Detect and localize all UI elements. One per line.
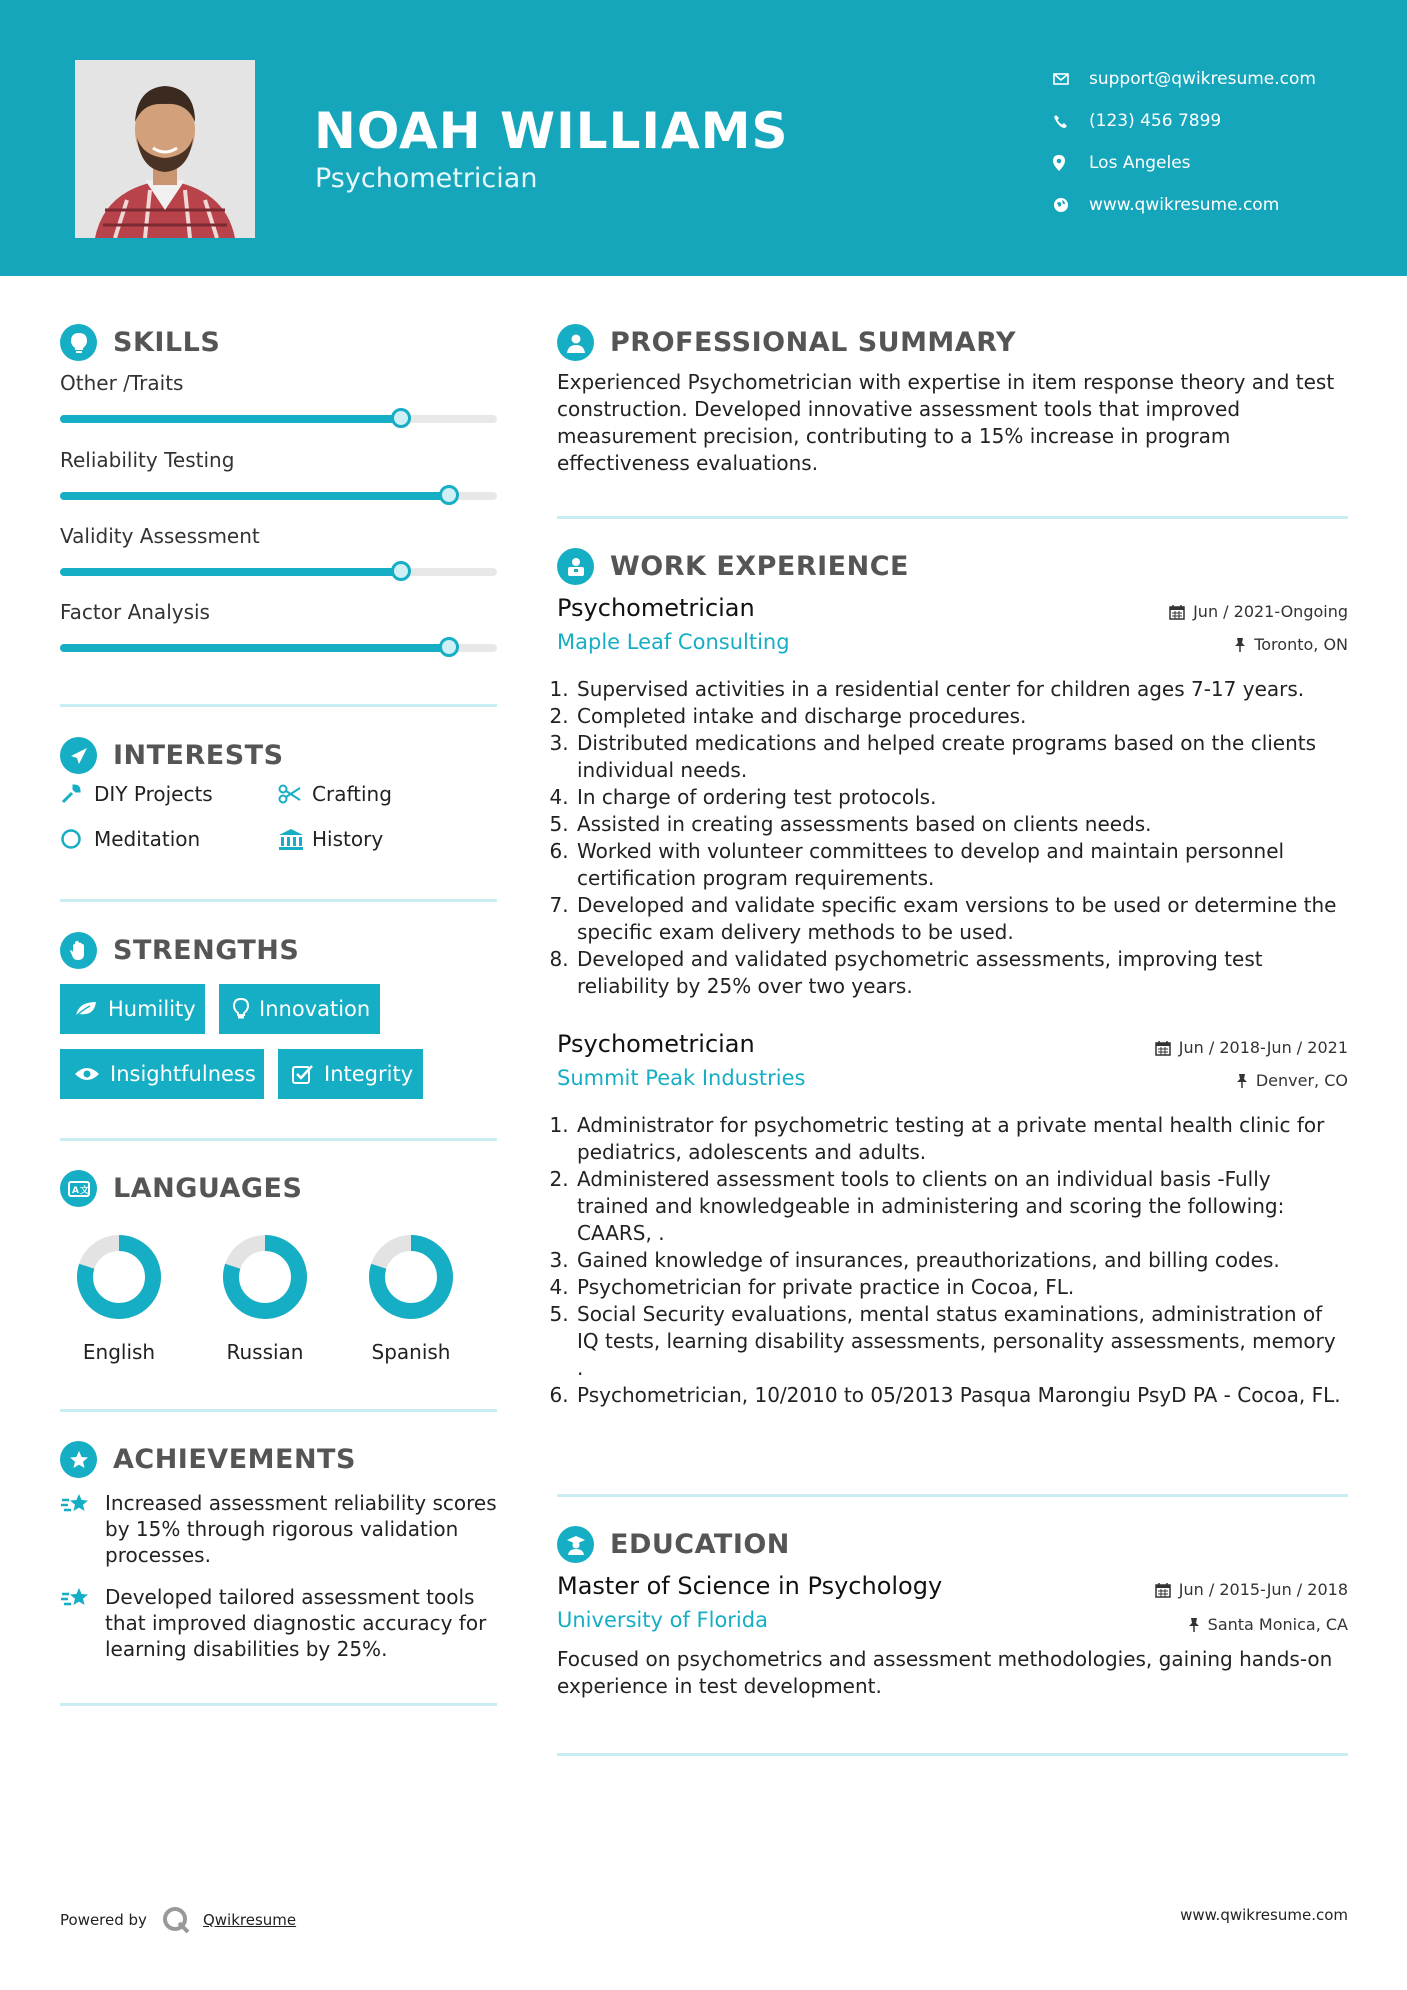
eye-icon — [74, 1066, 100, 1082]
strength-tag: Humility — [60, 984, 205, 1034]
language-item — [205, 1232, 325, 1364]
footer-website[interactable]: www.qwikresume.com — [1180, 1906, 1348, 1924]
summary-section — [557, 324, 1348, 477]
strengths-section — [60, 932, 497, 969]
education-text: Focused on psychometrics and assessment methodologies, gaining hands-on experience in test development. — [557, 1647, 1333, 1698]
skill-bar — [60, 492, 497, 500]
language-item — [351, 1232, 471, 1364]
achievement-item — [60, 1490, 497, 1568]
skill-label: Reliability Testing — [60, 448, 235, 472]
contact-location-text: Los Angeles — [1089, 153, 1191, 173]
skill-item — [60, 600, 497, 652]
experience-title: WORK EXPERIENCE — [557, 548, 1348, 585]
contact-phone[interactable] — [1053, 100, 1316, 142]
skill-label: Validity Assessment — [60, 524, 260, 548]
job-bullets — [557, 676, 1348, 1000]
calendar-icon — [1169, 604, 1185, 620]
education-location: Santa Monica, CA — [1188, 1615, 1348, 1634]
list-item: 8. Developed and validated psychometric assessments, improving test reliability by 25% over two years. — [575, 946, 1348, 1000]
language-icon — [60, 1170, 97, 1207]
check-square-icon — [292, 1064, 314, 1084]
job-title: Psychometrician — [557, 1030, 755, 1058]
list-item: 1. Administrator for psychometric testing at a private mental health clinic for pediatrics, adolescents and adults. — [575, 1112, 1348, 1166]
job-bullet-list — [557, 1112, 1348, 1409]
contact-website[interactable] — [1053, 184, 1316, 226]
job-company[interactable]: Maple Leaf Consulting — [557, 630, 790, 654]
list-item: 6. Worked with volunteer committees to develop and maintain personnel certification program requirements. — [575, 838, 1348, 892]
education-description — [557, 1646, 1348, 1700]
lightbulb-icon — [60, 324, 97, 361]
hand-icon — [60, 932, 97, 969]
strength-tag: Innovation — [219, 984, 380, 1034]
star-badge-icon — [60, 1441, 97, 1478]
list-item: 3. Distributed medications and helped create programs based on the clients individual needs. — [575, 730, 1348, 784]
achievement-text: Developed tailored assessment tools that improved diagnostic accuracy for learning disabilities by 25%. — [105, 1585, 487, 1661]
list-item: 2. Administered assessment tools to clients on an individual basis -Fully trained and knowledgeable in administering and scoring the following: CAARS, . — [575, 1166, 1348, 1247]
envelope-icon — [1053, 73, 1089, 85]
svg-text:文: 文 — [79, 1185, 90, 1196]
skill-knob — [439, 637, 459, 657]
briefcase-user-icon — [557, 548, 594, 585]
wrench-icon — [60, 783, 94, 805]
skills-title: SKILLS — [60, 324, 497, 361]
skill-knob — [391, 561, 411, 581]
education-title: EDUCATION — [557, 1526, 1348, 1563]
skill-bar — [60, 415, 497, 423]
divider — [557, 1494, 1348, 1497]
divider — [60, 1703, 497, 1706]
skill-item — [60, 524, 497, 576]
qwikresume-link[interactable]: Qwikresume — [202, 1911, 297, 1929]
education-degree: Master of Science in Psychology — [557, 1572, 943, 1600]
job-date: Jun / 2021-Ongoing — [1169, 602, 1348, 621]
shooting-star-icon — [60, 1490, 105, 1568]
divider — [60, 704, 497, 707]
achievements-section — [60, 1441, 497, 1478]
calendar-icon — [1155, 1582, 1171, 1598]
achievement-text: Increased assessment reliability scores by 15% through rigorous validation processes. — [105, 1491, 497, 1567]
job-company[interactable]: Summit Peak Industries — [557, 1066, 806, 1090]
interests-section — [60, 737, 497, 774]
calendar-icon — [1155, 1040, 1171, 1056]
skill-knob — [439, 485, 459, 505]
divider — [557, 516, 1348, 519]
interest-item: Crafting — [278, 782, 392, 806]
list-item: 6. Psychometrician, 10/2010 to 05/2013 Pasqua Marongiu PsyD PA - Cocoa, FL. — [575, 1382, 1348, 1409]
list-item: 5. Assisted in creating assessments based on clients needs. — [575, 811, 1348, 838]
language-donut — [74, 1232, 164, 1322]
education-entry — [557, 1572, 1348, 1642]
languages-title: A 文 LANGUAGES — [60, 1170, 497, 1207]
list-item: 4. In charge of ordering test protocols. — [575, 784, 1348, 811]
profile-photo — [75, 60, 255, 238]
languages-section — [60, 1170, 497, 1207]
contact-website-text: www.qwikresume.com — [1089, 195, 1280, 215]
leaf-icon — [74, 1000, 98, 1018]
graduate-icon — [557, 1526, 594, 1563]
skill-item — [60, 371, 497, 423]
contact-list — [1053, 58, 1316, 226]
contact-email[interactable] — [1053, 58, 1316, 100]
user-icon — [557, 324, 594, 361]
job-location: Denver, CO — [1236, 1071, 1348, 1090]
job-entry — [557, 1030, 1348, 1100]
skill-bar — [60, 644, 497, 652]
job-bullets — [557, 1112, 1348, 1409]
summary-title: PROFESSIONAL SUMMARY — [557, 324, 1348, 361]
phone-icon — [1053, 114, 1089, 129]
map-pin-icon — [1053, 155, 1089, 171]
lightbulb-icon — [233, 998, 249, 1020]
education-school[interactable]: University of Florida — [557, 1608, 768, 1632]
skills-section — [60, 324, 497, 361]
strength-tag: Integrity — [278, 1049, 423, 1099]
skill-item — [60, 448, 497, 500]
list-item: 7. Developed and validate specific exam versions to be used or determine the specific exam delivery methods to be used. — [575, 892, 1348, 946]
divider — [60, 1409, 497, 1412]
scissors-icon — [278, 784, 312, 804]
education-date: Jun / 2015-Jun / 2018 — [1155, 1580, 1348, 1599]
strengths-title: STRENGTHS — [60, 932, 497, 969]
experience-section — [557, 548, 1348, 585]
interest-item: DIY Projects — [60, 782, 213, 806]
skill-knob — [391, 408, 411, 428]
contact-email-text: support@qwikresume.com — [1089, 69, 1316, 89]
language-label: Russian — [226, 1340, 304, 1364]
interest-item: Meditation — [60, 827, 200, 851]
job-bullet-list — [557, 676, 1348, 1000]
language-item — [59, 1232, 179, 1364]
list-item: 2. Completed intake and discharge procedures. — [575, 703, 1348, 730]
achievement-item — [60, 1584, 497, 1662]
shooting-star-icon — [60, 1584, 105, 1662]
globe-icon — [1053, 197, 1089, 213]
language-label: English — [82, 1340, 156, 1364]
interest-item: History — [278, 827, 383, 851]
language-donut — [220, 1232, 310, 1322]
skill-bar — [60, 568, 497, 576]
pushpin-icon — [1234, 637, 1246, 653]
divider — [60, 899, 497, 902]
powered-by — [60, 1905, 296, 1935]
language-label: Spanish — [371, 1340, 451, 1364]
list-item: 4. Psychometrician for private practice in Cocoa, FL. — [575, 1274, 1348, 1301]
list-item: 3. Gained knowledge of insurances, preauthorizations, and billing codes. — [575, 1247, 1348, 1274]
job-entry — [557, 594, 1348, 664]
candidate-name: NOAH WILLIAMS — [314, 102, 789, 160]
circle-icon — [60, 828, 94, 850]
resume-header — [0, 0, 1407, 276]
skill-label: Factor Analysis — [60, 600, 210, 624]
powered-by-text: Powered by — [60, 1911, 147, 1929]
list-item: 5. Social Security evaluations, mental status examinations, administration of IQ tests, learning disability assessments, personality assessments, memory . — [575, 1301, 1348, 1382]
education-section — [557, 1526, 1348, 1563]
pushpin-icon — [1236, 1073, 1248, 1089]
contact-location — [1053, 142, 1316, 184]
interests-title: INTERESTS — [60, 737, 497, 774]
skill-label: Other /Traits — [60, 371, 184, 395]
divider — [557, 1753, 1348, 1756]
paper-plane-icon — [60, 737, 97, 774]
job-title: Psychometrician — [557, 594, 755, 622]
svg-text:A: A — [71, 1185, 79, 1196]
strength-tag: Insightfulness — [60, 1049, 264, 1099]
job-date: Jun / 2018-Jun / 2021 — [1155, 1038, 1348, 1057]
list-item: 1. Supervised activities in a residential center for children ages 7-17 years. — [575, 676, 1348, 703]
job-location: Toronto, ON — [1234, 635, 1348, 654]
pushpin-icon — [1188, 1617, 1200, 1633]
contact-phone-text: (123) 456 7899 — [1089, 111, 1222, 131]
summary-text: Experienced Psychometrician with expertise in item response theory and test construction. Developed innovative assessment tools that improved measurement precision, contributing to a 15% increase in program effectiveness evaluations. — [557, 370, 1335, 475]
candidate-role: Psychometrician — [315, 163, 538, 194]
language-donut — [366, 1232, 456, 1322]
museum-icon — [278, 828, 312, 850]
divider — [60, 1138, 497, 1141]
achievements-title: ACHIEVEMENTS — [60, 1441, 497, 1478]
qwikresume-logo-icon — [161, 1905, 191, 1935]
